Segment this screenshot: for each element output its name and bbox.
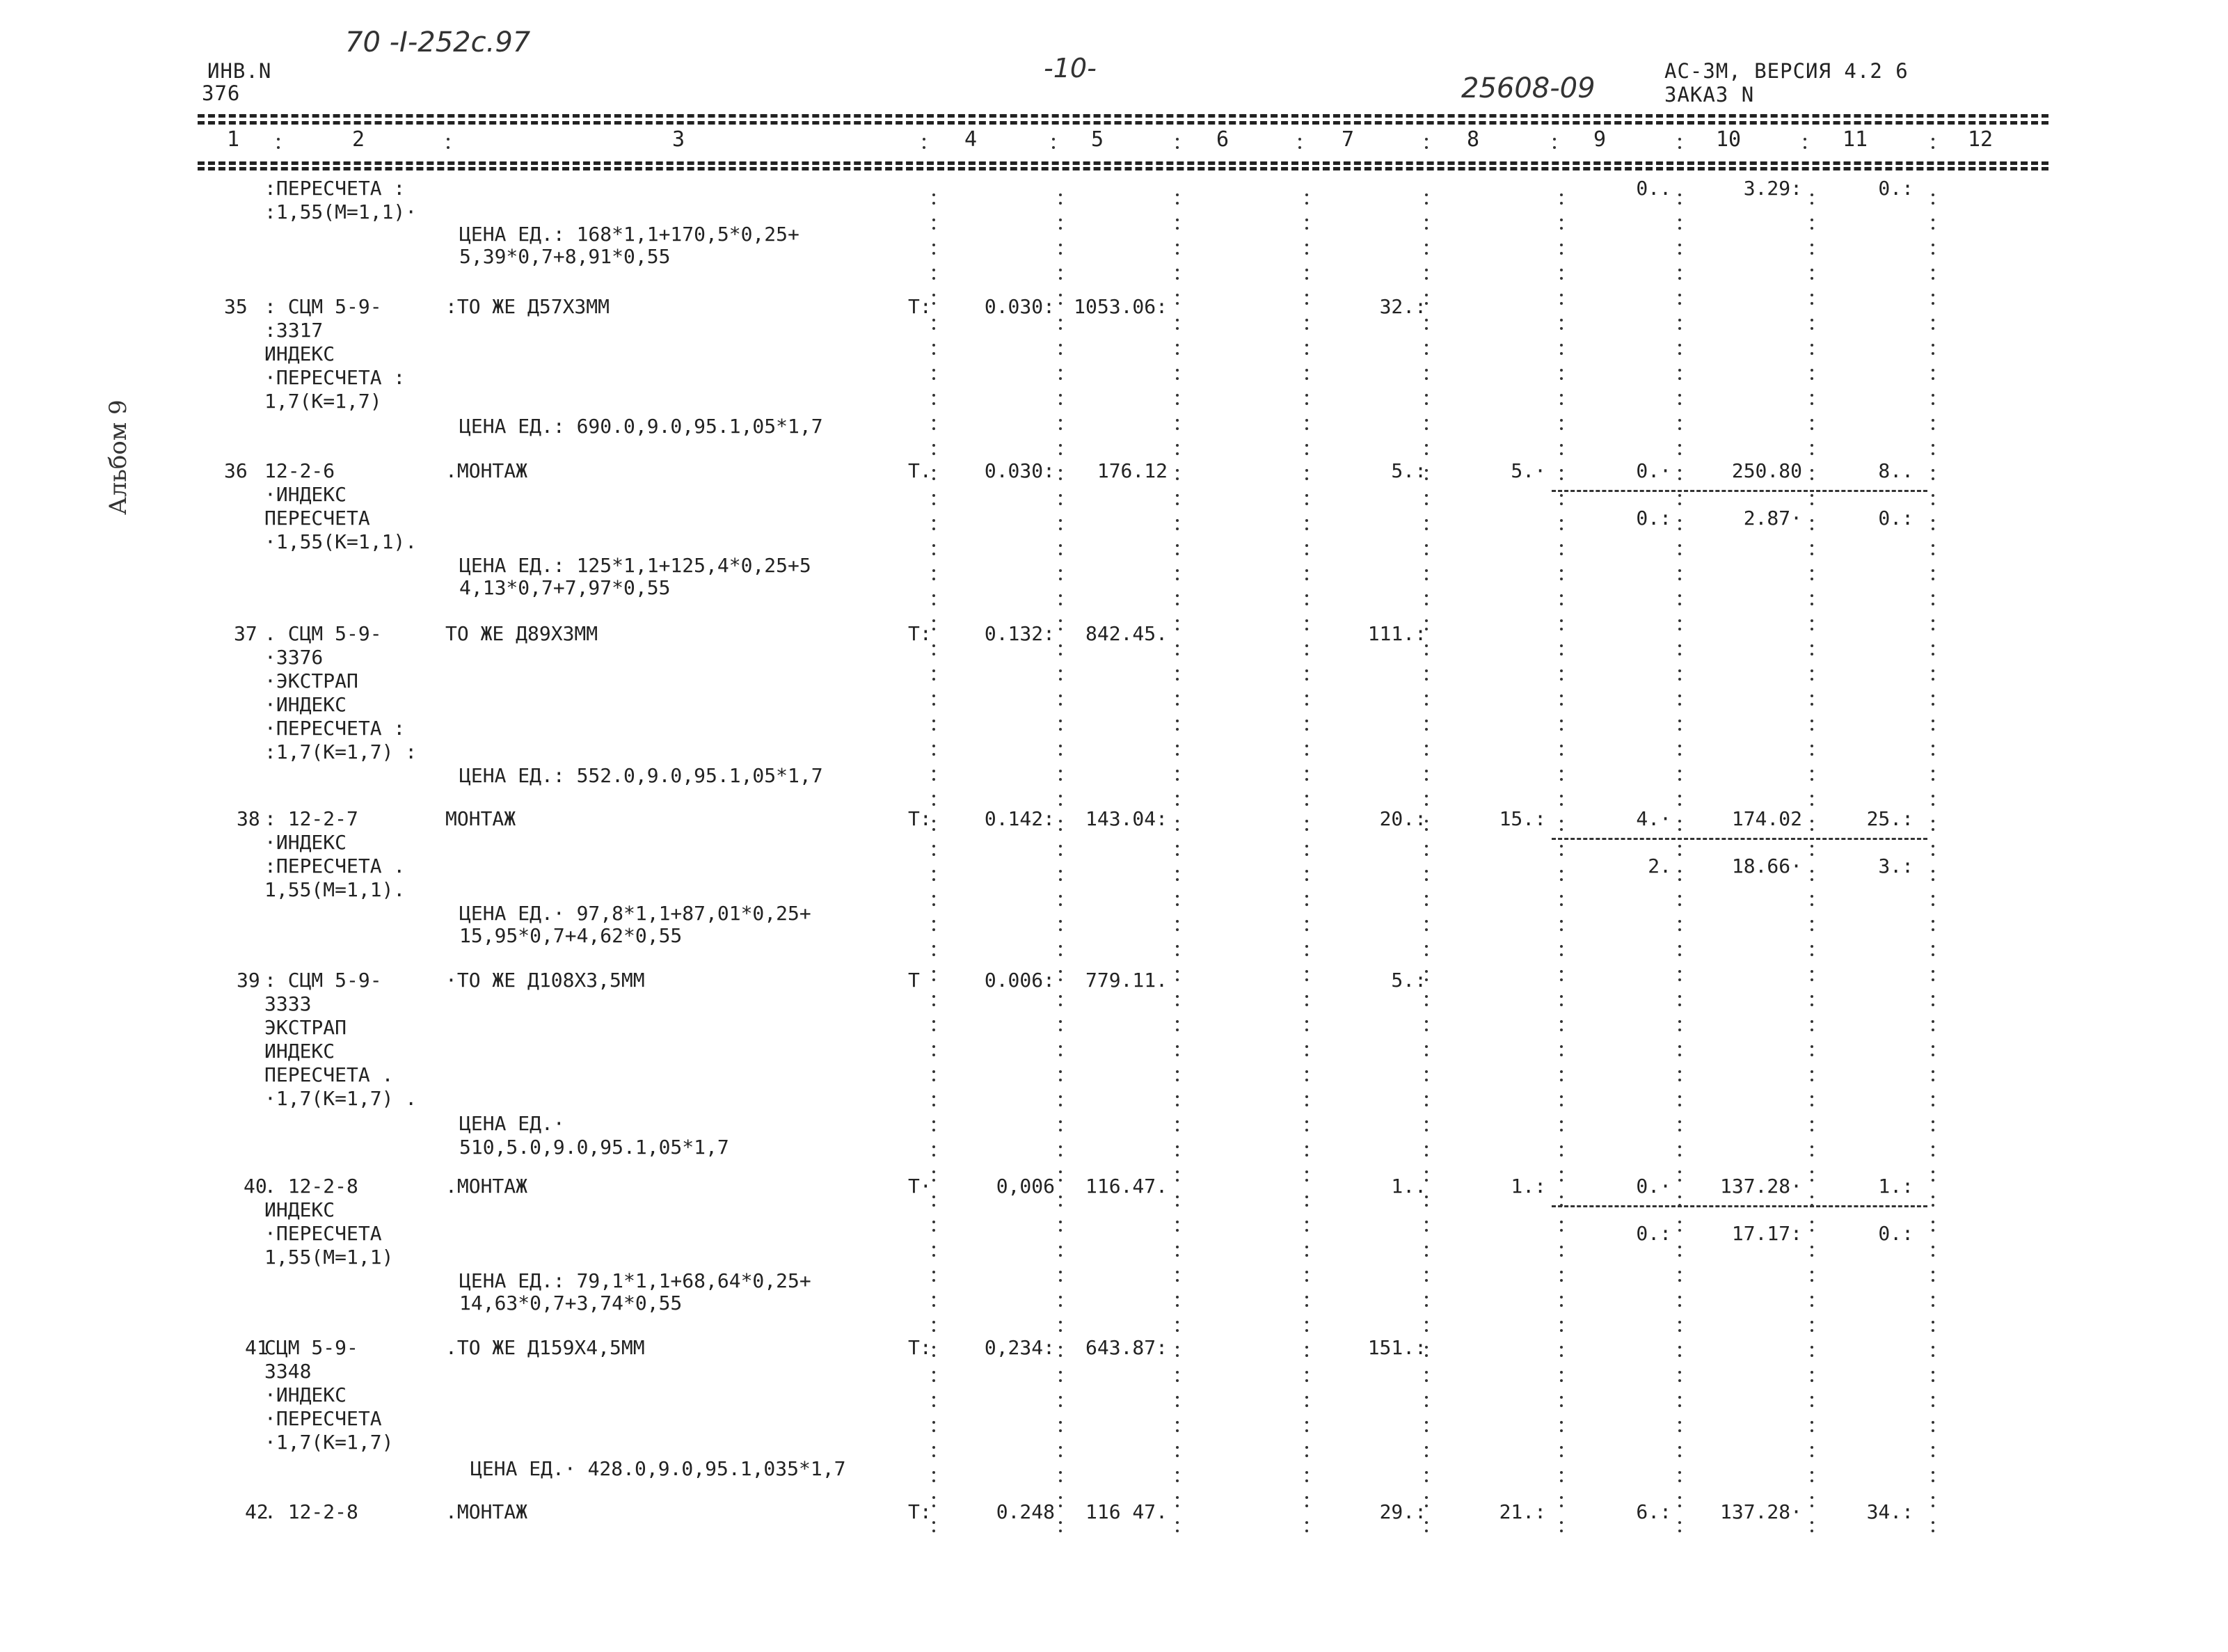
cell-col7: 5.: — [1391, 969, 1426, 992]
cell-col10-lower: 2.87· — [1743, 507, 1802, 530]
code-line: ·ИНДЕКС — [264, 693, 347, 716]
row-number: 38 — [237, 807, 260, 830]
cell-col5: 842.45. — [1085, 622, 1168, 645]
code-line: ·1,7(К=1,7) . — [264, 1087, 417, 1110]
column-number: 5 — [1091, 127, 1104, 152]
cell-col11-lower: 3.: — [1878, 855, 1913, 877]
cell-col7: 29.: — [1379, 1500, 1426, 1523]
cell-col5: 643.87: — [1085, 1336, 1168, 1359]
column-number: 2 — [352, 127, 365, 152]
row-number: 41 — [245, 1336, 269, 1359]
code-line: ИНДЕКС — [264, 1198, 335, 1221]
column-number: 6 — [1216, 127, 1230, 152]
order-label: ЗАКАЗ N — [1664, 83, 1755, 106]
cell-col9: 4.· — [1636, 807, 1671, 830]
unit-price-formula: 5,39*0,7+8,91*0,55 — [459, 245, 671, 268]
cell-col5: 779.11. — [1085, 969, 1168, 992]
cell-col10: 250.80 — [1731, 459, 1802, 482]
code-line: ПЕРЕСЧЕТА . — [264, 1063, 394, 1086]
code-line: 3348 — [264, 1360, 312, 1383]
code-line: ·ПЕРЕСЧЕТА : — [264, 366, 406, 389]
code-line: ·ИНДЕКС — [264, 831, 347, 854]
album-label: Альбом 9 — [104, 399, 132, 515]
unit-price-formula: ЦЕНА ЕД.· 428.0,9.0,95.1,035*1,7 — [470, 1457, 846, 1480]
cell-col7: 111.: — [1367, 622, 1426, 645]
code-line: 1,55(М=1,1) — [264, 1246, 394, 1269]
cell-col10-lower: 17.17: — [1731, 1222, 1802, 1245]
cell-col9: 6.: — [1636, 1500, 1671, 1523]
work-name: .ТО ЖЕ Д159Х4,5ММ — [445, 1336, 645, 1359]
unit: Т: — [908, 807, 932, 830]
work-name: .МОНТАЖ — [445, 1500, 528, 1523]
inventory-label: ИНВ.N — [207, 59, 272, 83]
cell-col8: 21.: — [1499, 1500, 1546, 1523]
unit: Т: — [908, 622, 932, 645]
code-line: ИНДЕКС — [264, 1040, 335, 1063]
work-name: ·ТО ЖЕ Д108Х3,5ММ — [445, 969, 645, 992]
unit: Т: — [908, 1336, 932, 1359]
cell-col7: 20.: — [1379, 807, 1426, 830]
work-name: .МОНТАЖ — [445, 1175, 528, 1198]
unit-price-formula: 14,63*0,7+3,74*0,55 — [459, 1292, 683, 1315]
code-line: ПЕРЕСЧЕТА — [264, 507, 370, 530]
unit-price-formula: 510,5.0,9.0,95.1,05*1,7 — [459, 1136, 729, 1159]
unit-price-formula: ЦЕНА ЕД.· 97,8*1,1+87,01*0,25+ — [459, 902, 811, 925]
code-line: . 12-2-8 — [264, 1175, 358, 1198]
column-number: 1 — [227, 127, 240, 152]
column-number: 3 — [672, 127, 685, 152]
header-rule-bottom — [198, 161, 2048, 165]
document-code: 25608-09 — [1461, 72, 1596, 104]
cell-col9-lower: 2. — [1648, 855, 1671, 877]
code-line: : СЦМ 5-9- — [264, 969, 382, 992]
unit-price-formula: ЦЕНА ЕД.: 552.0,9.0,95.1,05*1,7 — [459, 764, 823, 787]
unit-price-formula: ЦЕНА ЕД.: 690.0,9.0,95.1,05*1,7 — [459, 415, 823, 438]
cell-col7: 5.: — [1391, 459, 1426, 482]
cell-col5: 143.04: — [1085, 807, 1168, 830]
cell-col10-lower: 18.66· — [1731, 855, 1802, 877]
page-number: -10- — [1044, 53, 1097, 84]
cell-col5: 176.12 — [1097, 459, 1168, 482]
cell-col9: 0.· — [1636, 1175, 1671, 1198]
column-number-row — [0, 127, 2228, 155]
cell-col9: 0.· — [1636, 459, 1671, 482]
code-line: :1,7(К=1,7) : — [264, 740, 417, 763]
cell-col4: 0.030: — [984, 459, 1055, 482]
cell-col4: 0.006: — [984, 969, 1055, 992]
cell-col7: 151.: — [1367, 1336, 1426, 1359]
cell-col8: 5.· — [1511, 459, 1546, 482]
cell-col11: 8.. — [1878, 459, 1913, 482]
cell-col4: 0.142: — [984, 807, 1055, 830]
unit: Т· — [908, 1175, 932, 1198]
code-line: СЦМ 5-9- — [264, 1336, 358, 1359]
inventory-number: 376 — [202, 81, 241, 105]
cell-col9-lower: 0.: — [1636, 507, 1671, 530]
cell-col7: 1.. — [1391, 1175, 1426, 1198]
header-rule-top — [198, 114, 2048, 118]
row-number: 36 — [224, 459, 248, 482]
code-line: ·3376 — [264, 646, 324, 669]
cell-col5: 116 47. — [1085, 1500, 1168, 1523]
code-line: ·ПЕРЕСЧЕТА — [264, 1222, 382, 1245]
cell-col11-lower: 0.: — [1878, 1222, 1913, 1245]
cell-col11-lower: 0.: — [1878, 507, 1913, 530]
unit-price-formula: ЦЕНА ЕД.: 125*1,1+125,4*0,25+5 — [459, 554, 811, 577]
unit: Т. — [908, 459, 932, 482]
work-name: :ТО ЖЕ Д57Х3ММ — [445, 295, 610, 318]
row-number: 40 — [244, 1175, 267, 1198]
split-rule — [1552, 490, 1927, 492]
header-rule-mid — [198, 121, 2048, 125]
column-number: 7 — [1342, 127, 1355, 152]
code-line: ·1,55(К=1,1). — [264, 530, 417, 553]
cont-code-line: :ПЕРЕСЧЕТА : — [264, 177, 406, 200]
code-line: 3333 — [264, 992, 312, 1015]
cell-col10: 3.29: — [1743, 177, 1802, 200]
code-line: : 12-2-7 — [264, 807, 358, 830]
code-line: . 12-2-8 — [264, 1500, 358, 1523]
cell-col9-lower: 0.: — [1636, 1222, 1671, 1245]
code-line: 1,7(К=1,7) — [264, 390, 382, 413]
cell-col7: 32.: — [1379, 295, 1426, 318]
unit: Т — [908, 969, 920, 992]
column-number: 9 — [1593, 127, 1607, 152]
work-name: МОНТАЖ — [445, 807, 516, 830]
cell-col11: 25.: — [1866, 807, 1913, 830]
unit: Т: — [908, 1500, 932, 1523]
code-line: 1,55(М=1,1). — [264, 878, 406, 901]
code-line: ·ИНДЕКС — [264, 1383, 347, 1406]
cell-col10: 137.28· — [1719, 1175, 1802, 1198]
code-line: ·1,7(К=1,7) — [264, 1431, 394, 1454]
cell-col11: 1.: — [1878, 1175, 1913, 1198]
unit: Т: — [908, 295, 932, 318]
cell-col10: 137.28· — [1719, 1500, 1802, 1523]
work-name: ТО ЖЕ Д89Х3ММ — [445, 622, 598, 645]
code-line: ЭКСТРАП — [264, 1016, 347, 1039]
cell-col4: 0.132: — [984, 622, 1055, 645]
cell-col4: 0.030: — [984, 295, 1055, 318]
cell-col8: 15.: — [1499, 807, 1546, 830]
cell-col5: 116.47. — [1085, 1175, 1168, 1198]
unit-price-formula: ЦЕНА ЕД.: 79,1*1,1+68,64*0,25+ — [459, 1269, 811, 1292]
cont-code-line: :1,55(М=1,1)· — [264, 200, 417, 223]
work-name: .МОНТАЖ — [445, 459, 528, 482]
code-line: 12-2-6 — [264, 459, 335, 482]
unit-price-formula: ЦЕНА ЕД.: 168*1,1+170,5*0,25+ — [459, 223, 799, 246]
code-line: : СЦМ 5-9- — [264, 295, 382, 318]
cell-col10: 174.02 — [1731, 807, 1802, 830]
cell-col9: 0.. — [1636, 177, 1671, 200]
code-line: ·ПЕРЕСЧЕТА — [264, 1407, 382, 1430]
unit-price-formula: 15,95*0,7+4,62*0,55 — [459, 924, 683, 947]
column-number: 12 — [1968, 127, 1994, 152]
unit-price-formula: ЦЕНА ЕД.· — [459, 1112, 565, 1135]
column-number: 8 — [1467, 127, 1480, 152]
split-rule — [1552, 838, 1927, 840]
split-rule — [1552, 1205, 1927, 1207]
code-line: :ПЕРЕСЧЕТА . — [264, 855, 406, 877]
cell-col4: 0,234: — [984, 1336, 1055, 1359]
program-version: АС-3М, ВЕРСИЯ 4.2 6 — [1664, 59, 1909, 83]
column-number: 4 — [964, 127, 978, 152]
cell-col4: 0,006 — [996, 1175, 1055, 1198]
code-line: ·ИНДЕКС — [264, 483, 347, 506]
row-number: 42 — [245, 1500, 269, 1523]
code-line: ·ПЕРЕСЧЕТА : — [264, 717, 406, 740]
row-number: 37 — [234, 622, 257, 645]
row-number: 35 — [224, 295, 248, 318]
code-line: ИНДЕКС — [264, 342, 335, 365]
column-number: 11 — [1843, 127, 1868, 152]
column-number: 10 — [1716, 127, 1742, 152]
cell-col11: 34.: — [1866, 1500, 1913, 1523]
cell-col11: 0.: — [1878, 177, 1913, 200]
handwritten-reference: 70 -I-252c.97 — [345, 26, 531, 58]
cell-col5: 1053.06: — [1074, 295, 1168, 318]
code-line: :3317 — [264, 319, 324, 342]
row-number: 39 — [237, 969, 260, 992]
header-rule-bottom-2 — [198, 167, 2048, 170]
cell-col4: 0.248 — [996, 1500, 1055, 1523]
code-line: ·ЭКСТРАП — [264, 669, 358, 692]
code-line: . СЦМ 5-9- — [264, 622, 382, 645]
unit-price-formula: 4,13*0,7+7,97*0,55 — [459, 576, 671, 599]
cell-col8: 1.: — [1511, 1175, 1546, 1198]
